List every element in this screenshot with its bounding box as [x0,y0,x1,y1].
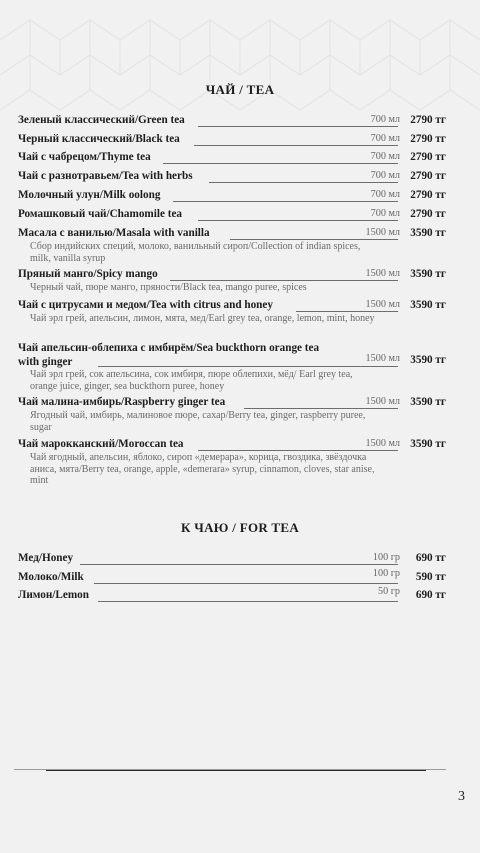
leader-line [173,201,398,202]
item-price: 590 тг [415,571,446,583]
leader-line [163,163,398,164]
item-price: 2790 тг [410,170,446,182]
background-pattern [0,0,480,130]
leader-line [170,280,398,281]
item-description: Чай эрл грей, сок апельсина, сок имбиря, пюре облепихи, мёд/ Earl grey tea, orange juice, ginger, sea buckthorn puree, honey [30,369,353,392]
item-volume: 1500 мл [365,438,400,449]
leader-line [198,220,398,221]
leader-line [98,366,398,367]
leader-line [194,145,398,146]
menu-item [18,588,446,603]
item-volume: 700 мл [370,189,400,200]
item-description: Чай эрл грей, апельсин, лимон, мята, мед/Earl grey tea, orange, lemon, mint, honey [30,313,375,324]
leader-line [296,311,398,312]
menu-item [18,341,446,392]
menu-item [18,570,446,585]
item-name: Чай апельсин-облепиха с имбирём/Sea buckthorn orange tea with ginger [18,342,320,368]
leader-line [80,564,398,565]
item-name: Молочный улун/Milk oolong [18,189,161,201]
item-price: 2790 тг [410,114,446,126]
item-description: Сбор индийских специй, молоко, ванильный сироп/Collection of indian spices, milk, vanilla syrup [30,241,361,264]
item-name: Черный классический/Black tea [18,133,180,145]
item-price: 3590 тг [410,268,446,280]
item-volume: 100 гр [372,568,400,579]
menu-item [18,207,446,222]
menu-item [18,113,446,128]
item-price: 2790 тг [410,208,446,220]
leader-line [98,601,398,602]
menu-item [18,437,446,487]
item-price: 3590 тг [410,299,446,311]
item-price: 690 тг [415,552,446,564]
item-name: Чай марокканский/Moroccan tea [18,438,184,450]
menu-item [18,551,446,566]
menu-item [18,132,446,147]
item-description: Ягодный чай, имбирь, малиновое пюре, сахар/Berry tea, ginger, raspberry puree, sugar [30,410,366,433]
item-name: Чай с чабрецом/Thyme tea [18,151,151,163]
leader-line [244,408,398,409]
item-volume: 1500 мл [365,353,400,364]
item-volume: 1500 мл [365,396,400,407]
menu-item [18,150,446,165]
menu-item [18,298,446,325]
leader-line [198,126,398,127]
menu-item [18,226,446,264]
for-tea-section-title: К ЧАЮ / FOR TEA [180,520,300,535]
item-volume: 700 мл [370,151,400,162]
item-price: 3590 тг [410,396,446,408]
item-name: Мед/Honey [18,552,74,564]
page-number: 3 [458,789,465,804]
item-volume: 700 мл [370,133,400,144]
item-name: Молоко/Milk [18,571,84,583]
item-name: Чай с разнотравьем/Tea with herbs [18,170,193,182]
item-name: Чай малина-имбирь/Raspberry ginger tea [18,396,226,408]
item-price: 3590 тг [410,438,446,450]
item-price: 2790 тг [410,133,446,145]
leader-line [198,450,398,451]
menu-item [18,395,446,433]
item-volume: 100 гр [372,552,400,563]
item-price: 3590 тг [410,354,446,366]
menu-item [18,169,446,184]
item-description: Черный чай, пюре манго, пряности/Black tea, mango puree, spices [30,282,307,293]
item-name: Зеленый классический/Green tea [18,114,185,126]
item-description: Чай ягодный, апельсин, яблоко, сироп «демерара», корица, гвоздика, звёздочка аниса, мята/Berry tea, orange, apple, «demerara» syrup, cinnamon, cloves, star anise, mint [30,452,375,486]
item-volume: 50 гр [377,586,400,597]
item-volume: 700 мл [370,170,400,181]
item-volume: 700 мл [370,114,400,125]
leader-line [209,182,398,183]
tea-section-title: ЧАЙ / TEA [205,82,275,97]
item-price: 2790 тг [410,151,446,163]
item-volume: 700 мл [370,208,400,219]
leader-line [94,583,398,584]
footer-divider-accent [46,770,426,771]
item-price: 2790 тг [410,189,446,201]
item-price: 690 тг [415,589,446,601]
item-volume: 1500 мл [365,299,400,310]
item-name: Чай с цитрусами и медом/Tea with citrus and honey [18,299,273,311]
item-name: Масала с ванилью/Masala with vanilla [18,227,210,239]
item-volume: 1500 мл [365,227,400,238]
item-price: 3590 тг [410,227,446,239]
menu-item [18,267,446,294]
item-volume: 1500 мл [365,268,400,279]
menu-item [18,188,446,203]
leader-line [230,239,398,240]
item-name: Пряный манго/Spicy mango [18,268,158,280]
item-name: Лимон/Lemon [18,589,89,601]
item-name: Ромашковый чай/Chamomile tea [18,208,182,220]
